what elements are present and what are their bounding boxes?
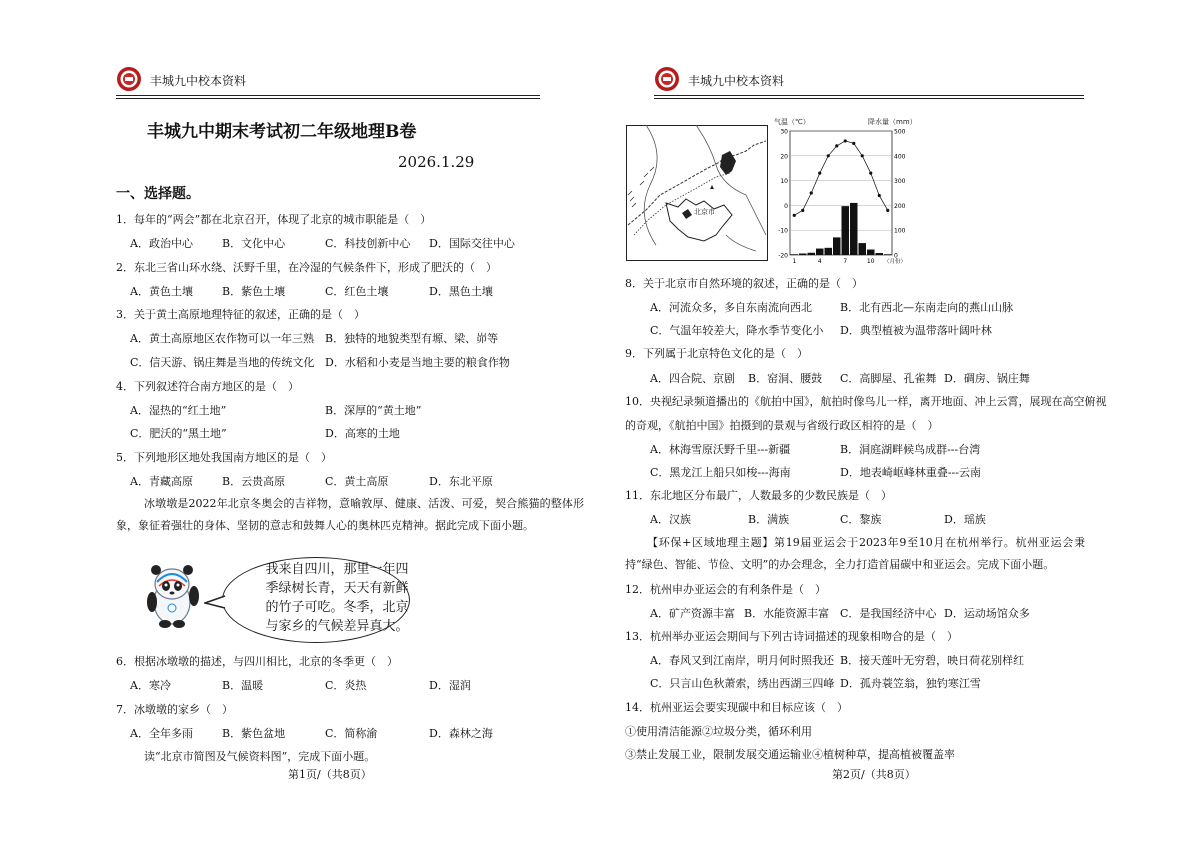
page-header <box>116 64 540 98</box>
question-stem: 14．杭州亚运会要实现碳中和目标应该（ ） <box>625 701 848 714</box>
option: A．政治中心 <box>130 237 193 250</box>
divider <box>116 98 540 99</box>
question-stem: 4．下列叙述符合南方地区的是（ ） <box>116 380 299 393</box>
precip-bar <box>850 203 858 255</box>
option: C．信天游、锅庄舞是当地的传统文化 <box>130 356 315 369</box>
option: D．高寒的土地 <box>325 427 400 440</box>
option: C．气温年较差大，降水季节变化小 <box>650 324 824 337</box>
option: D．典型植被为温带落叶阔叶林 <box>840 324 992 337</box>
option: C．科技创新中心 <box>325 237 411 250</box>
option: D．孤舟蓑笠翁，独钓寒江雪 <box>840 677 981 690</box>
option: A．黄土高原地区农作物可以一年三熟 <box>130 332 314 345</box>
option: C．只言山色秋萧索，绣出西湖三四峰 <box>650 677 835 690</box>
divider <box>116 95 540 96</box>
y-left-tick-label: 20 <box>780 153 788 161</box>
question-stem: 8．关于北京市自然环境的叙述，正确的是（ ） <box>625 277 863 290</box>
y-right-tick-label: 0 <box>894 252 898 260</box>
option: C．黎族 <box>840 513 882 526</box>
page-number: 第2页/（共8页） <box>832 768 916 781</box>
option: B．深厚的“黄土地” <box>325 404 422 417</box>
mascot-image <box>140 562 204 628</box>
temperature-point <box>886 209 889 212</box>
x-tick-label: 1 <box>792 258 797 265</box>
y-axis-left-label: 气温（℃） <box>774 118 810 126</box>
option: B．独特的地貌类型有塬、梁、峁等 <box>325 332 499 345</box>
option: A．河流众多，多自东南流向西北 <box>650 301 812 314</box>
option: D．碉房、锅庄舞 <box>944 372 1030 385</box>
option: A．汉族 <box>650 513 691 526</box>
option: D．东北平原 <box>429 475 493 488</box>
page-number: 第1页/（共8页） <box>288 768 372 781</box>
x-tick-label: 10 <box>866 258 875 265</box>
option: D．水稻和小麦是当地主要的粮食作物 <box>325 356 510 369</box>
question-stem: 2．东北三省山环水绕、沃野千里，在冷湿的气候条件下，形成了肥沃的（ ） <box>116 261 497 274</box>
section-heading: 一、选择题。 <box>116 186 200 202</box>
temperature-point <box>793 214 796 217</box>
precip-bar <box>816 249 824 255</box>
option: B．满族 <box>748 513 790 526</box>
option: C．肥沃的“黑土地” <box>130 427 227 440</box>
option: B．紫色土壤 <box>222 285 286 298</box>
temperature-point <box>801 209 804 212</box>
option: B．紫色盆地 <box>222 727 286 740</box>
temperature-point <box>861 154 864 157</box>
climate-chart <box>772 115 920 269</box>
option: C．炎热 <box>325 679 367 692</box>
precip-bar <box>808 253 816 255</box>
option: B．洞庭湖畔候鸟成群---台湾 <box>840 443 981 456</box>
temperature-point <box>869 172 872 175</box>
y-axis-right-label: 降水量（mm） <box>868 118 917 126</box>
question-stem: 1．每年的“两会”都在北京召开，体现了北京的城市职能是（ ） <box>116 213 432 226</box>
school-logo-icon <box>116 66 142 92</box>
option: D．地表崎岖峰林重叠---云南 <box>840 466 981 479</box>
option: A．黄色土壤 <box>130 285 193 298</box>
speech-bubble-tail <box>204 592 226 614</box>
y-left-tick-label: -10 <box>778 227 788 235</box>
question-stem: 7．冰墩墩的家乡（ ） <box>116 703 233 716</box>
option: A．全年多雨 <box>130 727 193 740</box>
passage: 冰墩墩是2022年北京冬奥会的吉祥物，意喻敦厚、健康、活泼、可爱，契合熊猫的整体形象，象征着强壮的身体、坚韧的意志和鼓舞人心的奥林匹克精神。据此完成下面小题。 <box>116 497 584 532</box>
option: A．春风又到江南岸，明月何时照我还 <box>650 654 834 667</box>
temperature-point <box>835 144 838 147</box>
option: B．温暖 <box>222 679 264 692</box>
question-stem: 13．杭州举办亚运会期间与下列古诗词描述的现象相吻合的是（ ） <box>625 630 958 643</box>
option: C．是我国经济中心 <box>840 607 937 620</box>
option: C．黑龙江上船只如梭---海南 <box>650 466 791 479</box>
option: A．湿热的“红土地” <box>130 404 227 417</box>
question-stem: 11．东北地区分布最广，人数最多的少数民族是（ ） <box>625 489 892 502</box>
temperature-point <box>827 154 830 157</box>
question-stem: 12．杭州申办亚运会的有利条件是（ ） <box>625 583 826 596</box>
option: D．湿润 <box>429 679 471 692</box>
answer-item-line: ①使用清洁能源②垃圾分类，循环利用 <box>625 725 812 738</box>
header-label: 丰城九中校本资料 <box>688 74 785 88</box>
option: A．四合院、京剧 <box>650 372 735 385</box>
y-right-tick-label: 200 <box>894 202 906 210</box>
x-tick-label: 4 <box>817 258 822 265</box>
option: C．高脚屋、孔雀舞 <box>840 372 937 385</box>
y-left-tick-label: 10 <box>780 178 788 186</box>
option: D．瑶族 <box>944 513 986 526</box>
question-stem: 3．关于黄土高原地理特征的叙述，正确的是（ ） <box>116 308 365 321</box>
option: D．森林之海 <box>429 727 493 740</box>
y-left-tick-label: 0 <box>784 202 788 210</box>
question-stem: 10．央视纪录频道播出的《航拍中国》，航拍时像鸟儿一样，离开地面、冲上云霄，展现在高空俯视 <box>625 395 1107 408</box>
precip-bar <box>876 253 884 255</box>
precip-bar <box>799 254 807 255</box>
exam-title: 丰城九中期末考试初二年级地理B卷 <box>147 122 417 142</box>
y-left-tick-label: 30 <box>780 128 788 136</box>
option: A．寒冷 <box>130 679 171 692</box>
y-right-tick-label: 400 <box>894 153 906 161</box>
option: D．国际交往中心 <box>429 237 515 250</box>
precip-bar <box>825 248 833 255</box>
option: A．矿产资源丰富 <box>650 607 735 620</box>
y-right-tick-label: 500 <box>894 128 906 136</box>
passage: 【环保+区域地理主题】第19届亚运会于2023年9至10月在杭州举行。杭州亚运会秉持“绿色、智能、节俭、文明”的办会理念，全力打造首届碳中和亚运会。完成下面小题。 <box>625 536 1085 571</box>
precip-bar <box>833 237 841 255</box>
exam-date: 2026.1.29 <box>398 153 475 171</box>
option: C．简称渝 <box>325 727 378 740</box>
y-left-tick-label: -20 <box>778 252 788 260</box>
option: C．黄土高原 <box>325 475 389 488</box>
option: B．水能资源丰富 <box>744 607 830 620</box>
option: A．林海雪原沃野千里---新疆 <box>650 443 791 456</box>
precip-bar <box>791 254 799 255</box>
header-label: 丰城九中校本资料 <box>150 74 247 88</box>
option: D．黑色土壤 <box>429 285 493 298</box>
option: C．红色土壤 <box>325 285 389 298</box>
option: B．云贵高原 <box>222 475 286 488</box>
precip-bar <box>859 243 867 255</box>
beijing-map <box>626 125 768 261</box>
option: B．窑洞、腰鼓 <box>748 372 823 385</box>
temperature-point <box>878 194 881 197</box>
divider <box>654 95 1084 96</box>
map-city-label: 北京市 <box>694 208 715 216</box>
option: D．运动场馆众多 <box>944 607 1030 620</box>
page-header <box>654 64 1084 98</box>
option: A．青藏高原 <box>130 475 193 488</box>
option: B．北有西北—东南走向的燕山山脉 <box>840 301 1014 314</box>
option: B．文化中心 <box>222 237 286 250</box>
question-stem: 9．下列属于北京特色文化的是（ ） <box>625 347 808 360</box>
temperature-point <box>810 191 813 194</box>
precip-bar <box>842 206 850 255</box>
y-right-tick-label: 300 <box>894 178 906 186</box>
option: B．接天莲叶无穷碧，映日荷花别样红 <box>840 654 1025 667</box>
temperature-line <box>794 141 888 215</box>
precip-bar <box>867 250 875 255</box>
divider <box>654 98 1084 99</box>
x-tick-label: 7 <box>843 258 848 265</box>
temperature-point <box>818 172 821 175</box>
question-stem: 6．根据冰墩墩的描述，与四川相比，北京的冬季更（ ） <box>116 655 398 668</box>
school-logo-icon <box>654 66 680 92</box>
temperature-point <box>852 142 855 145</box>
question-stem: 5．下列地形区地处我国南方地区的是（ ） <box>116 451 332 464</box>
x-axis-label: （月份） <box>884 259 907 265</box>
speech-bubble-text: 我来自四川，那里一年四季绿树长青，天天有新鲜的竹子可吃。冬季，北京与家乡的气候差异真大。 <box>265 562 409 634</box>
answer-item-line: ③禁止发展工业，限制发展交通运输业④植树种草，提高植被覆盖率 <box>625 748 955 761</box>
precip-bar <box>884 254 892 255</box>
plot-frame <box>790 131 892 255</box>
temperature-point <box>844 139 847 142</box>
instruction: 读“北京市简图及气候资料图”，完成下面小题。 <box>144 750 376 763</box>
question-stem-continued: 的奇观，《航拍中国》拍摄到的景观与省级行政区相符的是（ ） <box>625 419 939 432</box>
y-right-tick-label: 100 <box>894 227 906 235</box>
